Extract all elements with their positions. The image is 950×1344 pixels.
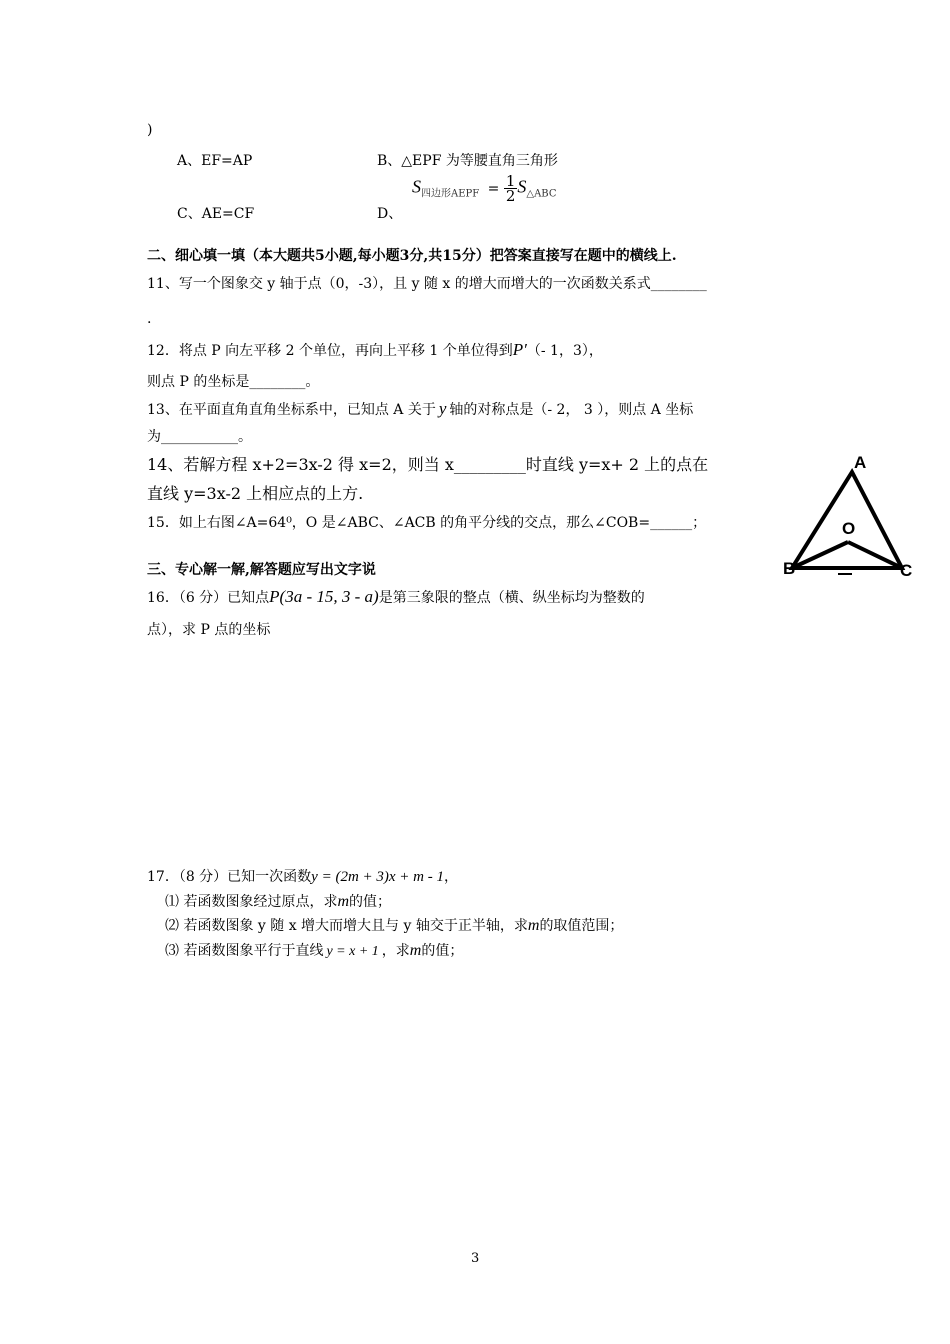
section-3-heading: 三、专心解一解,解答题应写出文字说 <box>147 562 376 578</box>
fraction-denominator: 2 <box>505 187 516 205</box>
q17-sub3-mid: ，求 <box>381 943 410 959</box>
page-number: 3 <box>471 1251 480 1266</box>
q16-pre: 16．（6 分）已知点 <box>147 590 270 606</box>
q13-y: y <box>438 399 447 418</box>
label-b: B <box>783 559 796 578</box>
q11-text: 11、写一个图象交 y 轴于点（0，-3），且 y 随 x 的增大而增大的一次函数关系式________ <box>147 276 707 292</box>
formula-fraction <box>504 174 518 203</box>
fraction-numerator: 1 <box>505 172 516 190</box>
section-2-heading: 二、细心填一填（本大题共5小题,每小题3分,共15分）把答案直接写在题中的横线上. <box>147 248 677 264</box>
q15-text: 15．如上右图∠A=64⁰，O 是∠ABC、∠ACB 的角平分线的交点，那么∠COB=______； <box>147 515 707 531</box>
q17-sub3-pre: ⑶ 若函数图象平行于直线 <box>165 943 324 959</box>
q13-line1 <box>147 399 693 419</box>
q12-post: （- 1，3）， <box>526 343 603 359</box>
option-d-formula <box>412 174 557 203</box>
formula-sub-quad: 四边形AEPF <box>421 188 480 200</box>
q12-line1 <box>147 340 603 360</box>
formula-s: S <box>412 176 421 197</box>
q17-sub1-post: 的值； <box>349 894 392 910</box>
q17-sub3-post: 的值； <box>421 943 464 959</box>
q13-line2: 为___________。 <box>147 429 252 445</box>
option-d-label: D、 <box>377 206 403 222</box>
formula-eq: = <box>487 180 500 197</box>
q12-point: P′ <box>512 340 527 359</box>
q17-sub1-m: m <box>337 893 350 910</box>
label-a: A <box>854 453 867 472</box>
q17-sub3-expr: y = x + 1 <box>326 944 379 959</box>
q17-sub2-m: m <box>527 917 540 934</box>
q11-dot: . <box>147 311 152 327</box>
formula-sub-abc: △ABC <box>526 188 557 200</box>
option-c: C、AE=CF <box>177 206 255 222</box>
option-b: B、△EPF 为等腰直角三角形 <box>377 153 558 169</box>
q12-pre: 12．将点 P 向左平移 2 个单位，再向上平移 1 个单位得到 <box>147 343 513 359</box>
q13-post: 轴的对称点是（- 2， 3 ），则点 A 坐标 <box>449 402 694 418</box>
q16-line1 <box>147 587 645 607</box>
triangle-figure <box>780 450 920 585</box>
q14-line2: 直线 y=3x-2 上相应点的上方. <box>147 484 364 503</box>
q16-expr: P(3a - 15, 3 - a) <box>269 587 379 606</box>
q17-line1 <box>147 866 458 886</box>
q17-sub2 <box>165 915 623 935</box>
q17-sub2-pre: ⑵ 若函数图象 y 随 x 增大而增大且与 y 轴交于正半轴，求 <box>165 918 528 934</box>
formula-s2: S <box>517 176 527 197</box>
q17-sub3 <box>165 940 463 960</box>
q17-post: ， <box>444 869 459 885</box>
paren-close: ) <box>147 122 153 138</box>
q16-post: 是第三象限的整点（横、纵坐标均为整数的 <box>378 590 645 606</box>
q17-sub2-post: 的取值范围； <box>539 918 624 934</box>
q17-pre: 17．（8 分）已知一次函数 <box>147 869 312 885</box>
q14-line1: 14、若解方程 x+2=3x-2 得 x=2，则当 x_________时直线 y=x+ 2 上的点在 <box>147 455 709 474</box>
option-a: A、EF=AP <box>177 153 253 169</box>
q17-sub3-m: m <box>409 942 422 959</box>
label-o: O <box>842 519 856 538</box>
q17-sub1-pre: ⑴ 若函数图象经过原点，求 <box>165 894 338 910</box>
q13-pre: 13、在平面直角直角坐标系中，已知点 A 关于 <box>147 402 436 418</box>
q12-line2: 则点 P 的坐标是________。 <box>147 374 320 390</box>
label-c: C <box>900 561 913 580</box>
q16-line2: 点），求 P 点的坐标 <box>147 622 271 638</box>
q17-sub1 <box>165 891 391 911</box>
q17-expr: y = (2m + 3)x + m - 1 <box>311 869 445 885</box>
